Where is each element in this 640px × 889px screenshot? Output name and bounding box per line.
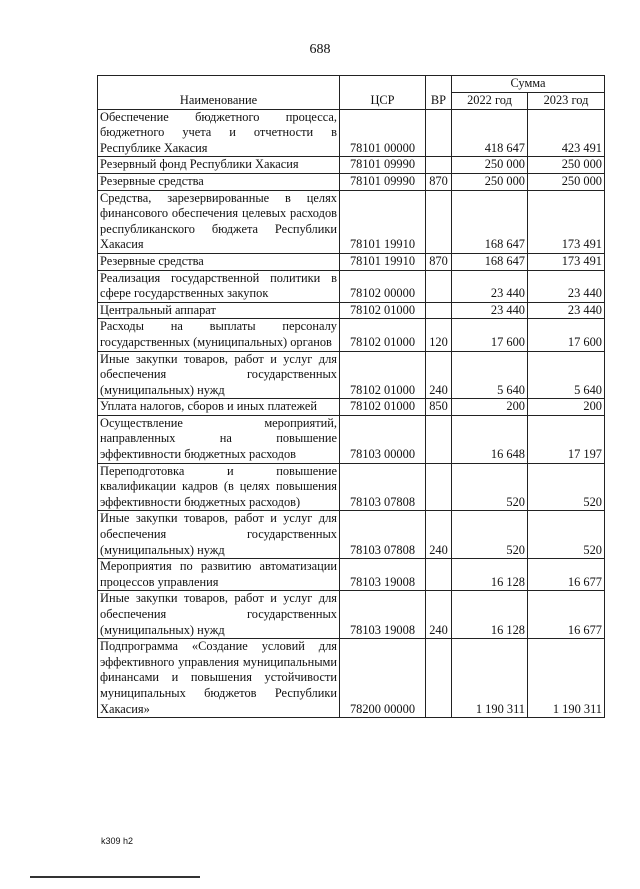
row-name-cell: Резервные средства [98,173,340,190]
row-vr-cell [426,639,452,718]
row-vr-cell: 240 [426,511,452,559]
row-2023-amount-cell: 250 000 [528,173,605,190]
row-name-cell: Осуществление мероприятий, направленных на повышение эффективности бюджетных расходов [98,415,340,463]
row-name-cell: Переподготовка и повышение квалификации кадров (в целях повышения эффективности бюджетных расходов) [98,463,340,511]
row-2023-amount-cell: 520 [528,511,605,559]
table-row [98,302,605,319]
row-name-cell: Средства, зарезервированные в целях финансового обеспечения целевых расходов республиканского бюджета Республики Хакасия [98,190,340,253]
row-vr-cell: 850 [426,399,452,416]
row-name-cell: Мероприятия по развитию автоматизации процессов управления [98,559,340,591]
row-2022-amount-cell: 23 440 [452,302,528,319]
table-row [98,319,605,351]
row-vr-cell: 240 [426,351,452,399]
table-row [98,109,605,157]
row-2022-amount-cell: 16 128 [452,591,528,639]
row-2023-amount-cell: 423 491 [528,109,605,157]
row-2022-amount-cell: 520 [452,511,528,559]
table-row [98,511,605,559]
table-row [98,173,605,190]
row-csr-cell: 78103 07808 [340,463,426,511]
row-2022-amount-cell: 418 647 [452,109,528,157]
row-csr-cell: 78102 01000 [340,399,426,416]
row-csr-cell: 78102 01000 [340,302,426,319]
table-row [98,639,605,718]
row-2023-amount-cell: 173 491 [528,253,605,270]
row-vr-cell [426,415,452,463]
row-vr-cell [426,270,452,302]
row-csr-cell: 78102 01000 [340,351,426,399]
row-name-cell: Обеспечение бюджетного процесса, бюджетного учета и отчетности в Республике Хакасия [98,109,340,157]
row-csr-cell: 78103 19008 [340,591,426,639]
table-body [98,109,605,718]
row-name-cell: Уплата налогов, сборов и иных платежей [98,399,340,416]
row-csr-cell: 78102 01000 [340,319,426,351]
row-name-cell: Иные закупки товаров, работ и услуг для обеспечения государственных (муниципальных) нужд [98,351,340,399]
scan-artifact-line [30,876,200,878]
table-row [98,190,605,253]
row-vr-cell: 120 [426,319,452,351]
row-2023-amount-cell: 17 600 [528,319,605,351]
row-2022-amount-cell: 168 647 [452,253,528,270]
row-2022-amount-cell: 5 640 [452,351,528,399]
row-2022-amount-cell: 200 [452,399,528,416]
table-row [98,157,605,174]
row-name-cell: Расходы на выплаты персоналу государственных (муниципальных) органов [98,319,340,351]
table-row [98,463,605,511]
row-2022-amount-cell: 16 648 [452,415,528,463]
row-csr-cell: 78102 00000 [340,270,426,302]
table-row [98,415,605,463]
row-2023-amount-cell: 5 640 [528,351,605,399]
row-csr-cell: 78103 07808 [340,511,426,559]
table-row [98,351,605,399]
row-csr-cell: 78101 19910 [340,253,426,270]
header-vr: ВР [426,76,452,110]
row-name-cell: Реализация государственной политики в сфере государственных закупок [98,270,340,302]
row-2023-amount-cell: 173 491 [528,190,605,253]
row-name-cell: Иные закупки товаров, работ и услуг для обеспечения государственных (муниципальных) нужд [98,511,340,559]
table-row [98,559,605,591]
footer-code: k309 h2 [101,836,134,846]
header-sum: Сумма [452,76,605,93]
row-2022-amount-cell: 250 000 [452,173,528,190]
row-2023-amount-cell: 250 000 [528,157,605,174]
table-header [98,76,605,110]
row-2022-amount-cell: 168 647 [452,190,528,253]
row-2023-amount-cell: 23 440 [528,270,605,302]
header-csr: ЦСР [340,76,426,110]
row-vr-cell: 240 [426,591,452,639]
row-2022-amount-cell: 16 128 [452,559,528,591]
row-2022-amount-cell: 17 600 [452,319,528,351]
row-2023-amount-cell: 17 197 [528,415,605,463]
row-name-cell: Резервные средства [98,253,340,270]
row-2022-amount-cell: 250 000 [452,157,528,174]
row-vr-cell: 870 [426,253,452,270]
table-row [98,253,605,270]
row-vr-cell [426,559,452,591]
row-csr-cell: 78101 09990 [340,157,426,174]
row-csr-cell: 78103 19008 [340,559,426,591]
row-vr-cell [426,157,452,174]
row-vr-cell [426,463,452,511]
row-name-cell: Резервный фонд Республики Хакасия [98,157,340,174]
row-csr-cell: 78101 19910 [340,190,426,253]
row-2023-amount-cell: 200 [528,399,605,416]
row-2023-amount-cell: 1 190 311 [528,639,605,718]
row-vr-cell [426,302,452,319]
row-name-cell: Подпрограмма «Создание условий для эффективного управления муниципальными финансами и повышения устойчивости муниципальных бюджетов Республики Хакасия» [98,639,340,718]
row-2022-amount-cell: 23 440 [452,270,528,302]
row-2023-amount-cell: 23 440 [528,302,605,319]
row-name-cell: Иные закупки товаров, работ и услуг для обеспечения государственных (муниципальных) нужд [98,591,340,639]
budget-table [97,75,605,718]
row-2022-amount-cell: 1 190 311 [452,639,528,718]
row-vr-cell [426,109,452,157]
header-year-2023: 2023 год [528,93,605,110]
row-csr-cell: 78101 09990 [340,173,426,190]
row-name-cell: Центральный аппарат [98,302,340,319]
header-year-2022: 2022 год [452,93,528,110]
table-row [98,591,605,639]
row-vr-cell: 870 [426,173,452,190]
table-row [98,399,605,416]
row-vr-cell [426,190,452,253]
row-csr-cell: 78101 00000 [340,109,426,157]
row-2023-amount-cell: 16 677 [528,559,605,591]
row-csr-cell: 78200 00000 [340,639,426,718]
table-row [98,270,605,302]
row-2023-amount-cell: 520 [528,463,605,511]
row-2023-amount-cell: 16 677 [528,591,605,639]
header-name: Наименование [98,76,340,110]
page-number: 688 [309,42,331,57]
row-csr-cell: 78103 00000 [340,415,426,463]
row-2022-amount-cell: 520 [452,463,528,511]
